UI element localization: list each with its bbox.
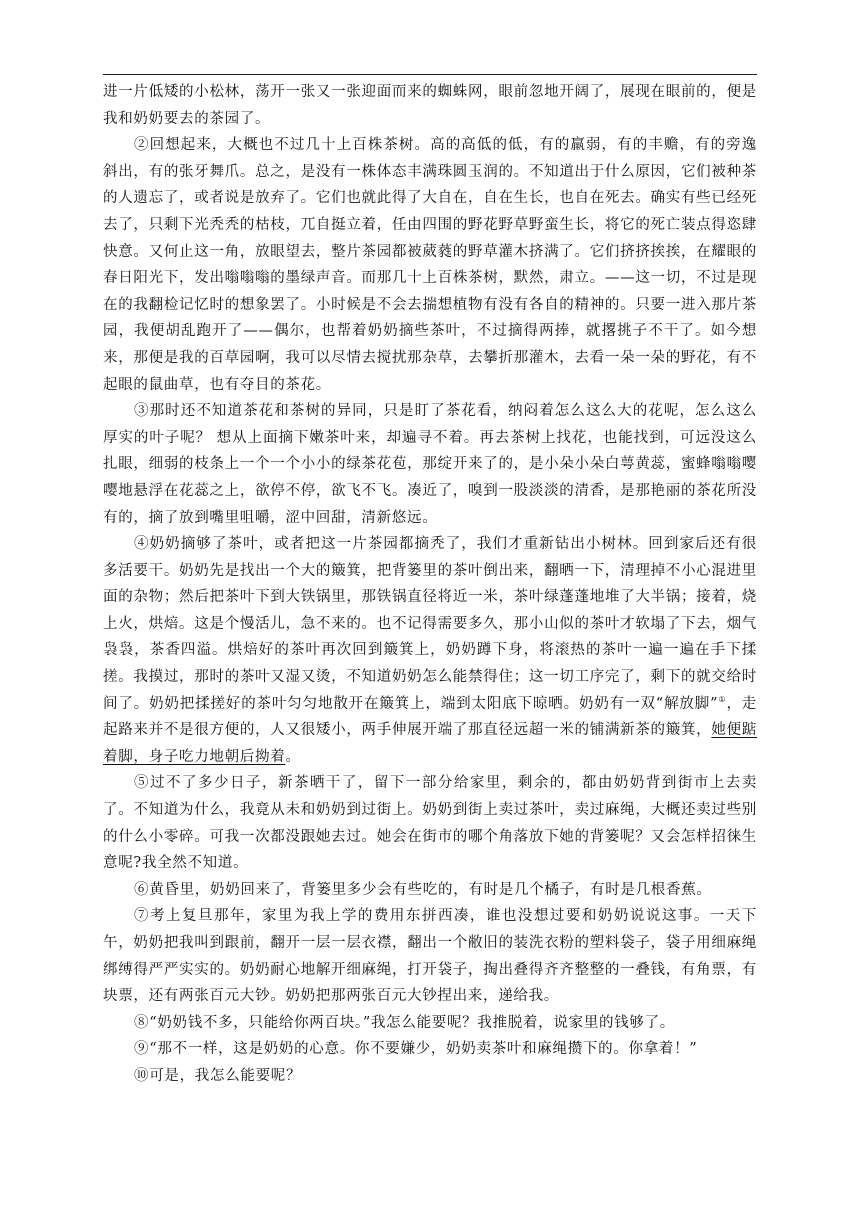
- paragraph-7: ⑦考上复旦那年，家里为我上学的费用东拼西凑，谁也没想过要和奶奶说说这事。一天下午，奶奶把我叫到跟前，翻开一层一层衣襟，翻出一个敝旧的装洗衣粉的塑料袋子，袋子用细麻绳绑缚得严严实实的。奶奶耐心地解开细麻绳，打开袋子，掏出叠得齐齐整整的一叠钱，有角票，有块票，还有两张百元大钞。奶奶把那两张百元大钞捏出来，递给我。: [103, 908, 757, 1005]
- paragraph-9: ⑨“那不一样，这是奶奶的心意。你不要嫌少，奶奶卖茶叶和麻绳攒下的。你拿着！”: [134, 1041, 698, 1058]
- footnote-marker: ①: [718, 694, 727, 704]
- paragraph-6: ⑥黄昏里，奶奶回来了，背篓里多少会有些吃的，有时是几个橘子，有时是几根香蕉。: [134, 881, 712, 898]
- paragraph-5: ⑤过不了多少日子，新茶晒干了，留下一部分给家里，剩余的，都由奶奶背到街市上去卖了。不知道为什么，我竟从未和奶奶到过街上。奶奶到街上卖过茶叶，卖过麻绳，大概还卖过些别的什么小零碎。可我一次都没跟她去过。她会在街市的哪个角落放下她的背篓呢？又会怎样招徕生意呢?我全然不知道。: [103, 775, 757, 872]
- paragraph-2: ②回想起来，大概也不过几十上百株茶树。高的高低的低，有的羸弱，有的丰赡，有的旁逸斜出，有的张牙舞爪。总之，是没有一株体态丰满珠圆玉润的。不知道出于什么原因，它们被种茶的人遗忘了，或者说是放弃了。它们也就此得了大自在，自在生长，也自在死去。确实有些已经死去了，只剩下光秃秃的枯枝，兀自挺立着，任由四围的野花野草野蛮生长，将它的死亡装点得恣肆快意。又何止这一角，放眼望去，整片茶园都被葳蕤的野草灌木挤满了。它们挤挤挨挨，在耀眼的春日阳光下，发出嗡嗡嗡的墨绿声音。而那几十上百株茶树，默然，肃立。——这一切，不过是现在的我翻检记忆时的想象罢了。小时候是不会去揣想植物有没有各自的精神的。只要一进入那片茶园，我便胡乱跑开了——偶尔，也帮着奶奶摘些茶叶，不过摘得两捧，就撂挑子不干了。如今想来，那便是我的百草园啊，我可以尽情去搅扰那杂草，去攀折那灌木，去看一朵一朵的野花，有不起眼的鼠曲草，也有夺目的茶花。: [103, 137, 757, 393]
- paragraph-8: ⑧“奶奶钱不多，只能给你两百块。”我怎么能要呢？我推脱着，说家里的钱够了。: [134, 1014, 675, 1031]
- paragraph-1-continued: 进一片低矮的小松林，荡开一张又一张迎面而来的蜘蛛网，眼前忽地开阔了，展现在眼前的，便是我和奶奶要去的茶园了。: [103, 84, 757, 127]
- essay-body: [103, 79, 757, 1090]
- paragraph-4-text-b: ，走起路来并不是很方便的，人又很矮小，两手伸展开端了那直径远超一米的铺满新茶的簸箕，: [103, 695, 757, 739]
- paragraph-4-text-c: 。: [285, 748, 301, 765]
- header-rule: [103, 74, 757, 75]
- paragraph-4-text-a: ④奶奶摘够了茶叶，或者把这一片茶园都摘秃了，我们才重新钻出小树林。回到家后还有很多活要干。奶奶先是找出一个大的簸箕，把背篓里的茶叶倒出来，翻晒一下，清理掉不小心混进里面的杂物；然后把茶叶下到大铁锅里，那铁锅直径将近一米，茶叶绿蓬蓬地堆了大半锅；接着，烧上火，烘焙。这是个慢活儿，急不来的。也不记得需要多久，那小山似的茶叶才软塌了下去，烟气袅袅，茶香四溢。烘焙好的茶叶再次回到簸箕上，奶奶蹲下身，将滚热的茶叶一遍一遍在手下揉搓。我摸过，那时的茶叶又湿又烫，不知道奶奶怎么能禁得住；这一切工序完了，剩下的就交给时间了。奶奶把揉搓好的茶叶匀匀地散开在簸箕上，端到太阳底下晾晒。奶奶有一双“解放脚”: [103, 536, 757, 712]
- paragraph-4: [103, 531, 757, 770]
- paragraph-3: ③那时还不知道茶花和茶树的异同，只是盯了茶花看，纳闷着怎么这么大的花呢，怎么这么厚实的叶子呢？ 想从上面摘下嫩茶叶来，却遍寻不着。再去茶树上找花，也能找到，可远没这么扎眼，细弱的枝条上一个一个小小的绿茶花苞，那绽开来了的，是小朵小朵白萼黄蕊，蜜蜂嗡嗡嘤嘤地悬浮在花蕊之上，欲停不停，欲飞不飞。凑近了，嗅到一股淡淡的清香，是那艳丽的茶花所没有的，摘了放到嘴里咀嚼，涩中回甜，清新悠远。: [103, 403, 757, 526]
- underlined-sentence: 她便踮着脚，身子吃力地朝后拗着: [103, 722, 757, 765]
- paragraph-10: ⑩可是，我怎么能要呢？: [134, 1067, 302, 1084]
